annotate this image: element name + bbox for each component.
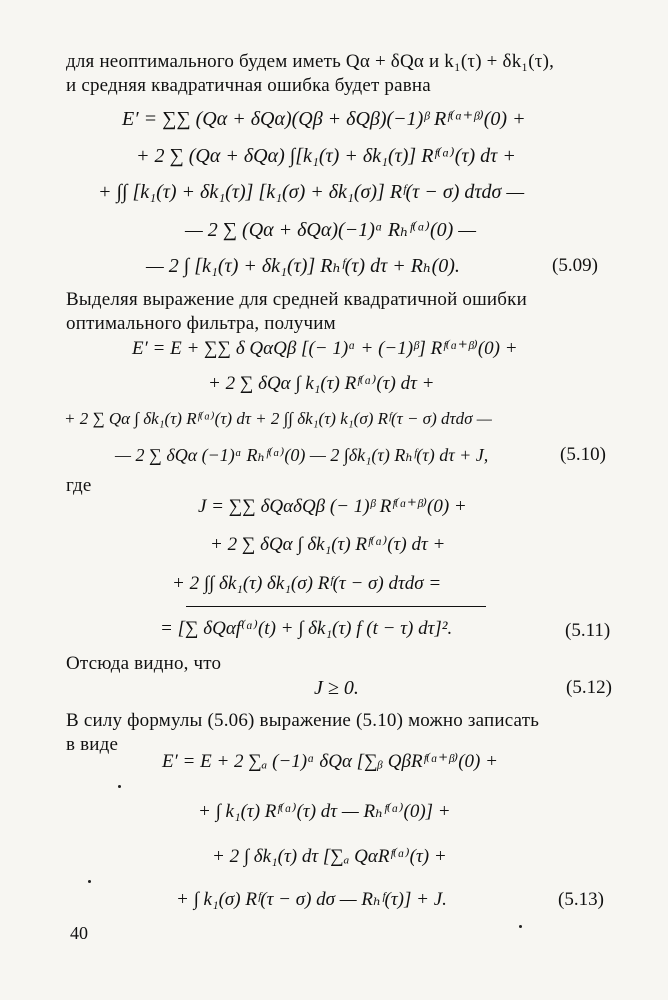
text-line: оптимального фильтра, получим <box>66 313 336 334</box>
text-line: где <box>66 475 92 496</box>
text-line: и средняя квадратичная ошибка будет равна <box>66 75 431 96</box>
equation-line: + 2 ∑ δQα ∫ k₁(τ) Rᶠ⁽ᵅ⁾(τ) dτ + <box>208 373 435 394</box>
equation-line: + 2 ∑ δQα ∫ δk₁(τ) Rᶠ⁽ᵅ⁾(τ) dτ + <box>210 534 446 555</box>
scan-speck <box>118 785 121 788</box>
equation-line: E′ = E + ∑∑ δ QαQβ [(− 1)ᵅ + (−1)ᵝ] Rᶠ⁽ᵅ⁺ᵝ⁾(0) + <box>132 338 518 359</box>
equation-number: (5.11) <box>565 620 611 641</box>
equation-line: + ∫ k₁(τ) Rᶠ⁽ᵅ⁾(τ) dτ — Rₕᶠ⁽ᵅ⁾(0)] + <box>198 801 451 822</box>
equation-line: — 2 ∫ [k₁(τ) + δk₁(τ)] Rₕᶠ(τ) dτ + Rₕ(0). <box>146 255 460 277</box>
text-line: Выделяя выражение для средней квадратичной ошибки <box>66 289 527 310</box>
equation-line: J ≥ 0. <box>314 677 359 699</box>
equation-number: (5.09) <box>552 255 598 276</box>
text-line: для неоптимального будем иметь Qα + δQα и k₁(τ) + δk₁(τ), <box>66 51 555 72</box>
equation-line: + 2 ∫ δk₁(τ) dτ [∑ₐ QαRᶠ⁽ᵅ⁾(τ) + <box>212 846 447 867</box>
scan-speck <box>519 925 522 928</box>
equation-line: + 2 ∫∫ δk₁(τ) δk₁(σ) Rᶠ(τ − σ) dτdσ = <box>172 573 442 594</box>
equation-line: J = ∑∑ δQαδQβ (− 1)ᵝ Rᶠ⁽ᵅ⁺ᵝ⁾(0) + <box>198 496 467 517</box>
scan-speck <box>88 880 91 883</box>
equation-number: (5.13) <box>558 889 604 910</box>
equation-line: — 2 ∑ δQα (−1)ᵅ Rₕᶠ⁽ᵅ⁾(0) — 2 ∫δk₁(τ) Rₕᶠ(τ) dτ + J, <box>115 445 489 465</box>
equation-number: (5.12) <box>566 677 612 698</box>
text-line: Отсюда видно, что <box>66 653 222 674</box>
page-number: 40 <box>70 923 88 943</box>
overline <box>186 606 486 607</box>
equation-number: (5.10) <box>560 444 606 465</box>
equation-line: = [∑ δQαf⁽ᵅ⁾(t) + ∫ δk₁(τ) f (t − τ) dτ]². <box>160 618 453 639</box>
equation-line: + ∫∫ [k₁(τ) + δk₁(τ)] [k₁(σ) + δk₁(σ)] Rᶠ(τ − σ) dτdσ — <box>98 181 525 203</box>
equation-line: + 2 ∑ (Qα + δQα) ∫[k₁(τ) + δk₁(τ)] Rᶠ⁽ᵅ⁾(τ) dτ + <box>136 145 516 167</box>
equation-line: — 2 ∑ (Qα + δQα)(−1)ᵅ Rₕᶠ⁽ᵅ⁾(0) — <box>185 219 477 241</box>
text-line: В силу формулы (5.06) выражение (5.10) можно записать <box>66 710 540 731</box>
equation-line: + 2 ∑ Qα ∫ δk₁(τ) Rᶠ⁽ᵅ⁾(τ) dτ + 2 ∫∫ δk₁(τ) k₁(σ) Rᶠ(τ − σ) dτdσ — <box>64 409 492 428</box>
text-line: в виде <box>66 734 119 755</box>
equation-line: E′ = E + 2 ∑ₐ (−1)ᵅ δQα [∑ᵦ QβRᶠ⁽ᵅ⁺ᵝ⁾(0) + <box>162 751 498 772</box>
equation-line: + ∫ k₁(σ) Rᶠ(τ − σ) dσ — Rₕᶠ(τ)] + J. <box>176 889 447 910</box>
equation-line: E′ = ∑∑ (Qα + δQα)(Qβ + δQβ)(−1)ᵝ Rᶠ⁽ᵅ⁺ᵝ⁾(0) + <box>122 108 526 130</box>
